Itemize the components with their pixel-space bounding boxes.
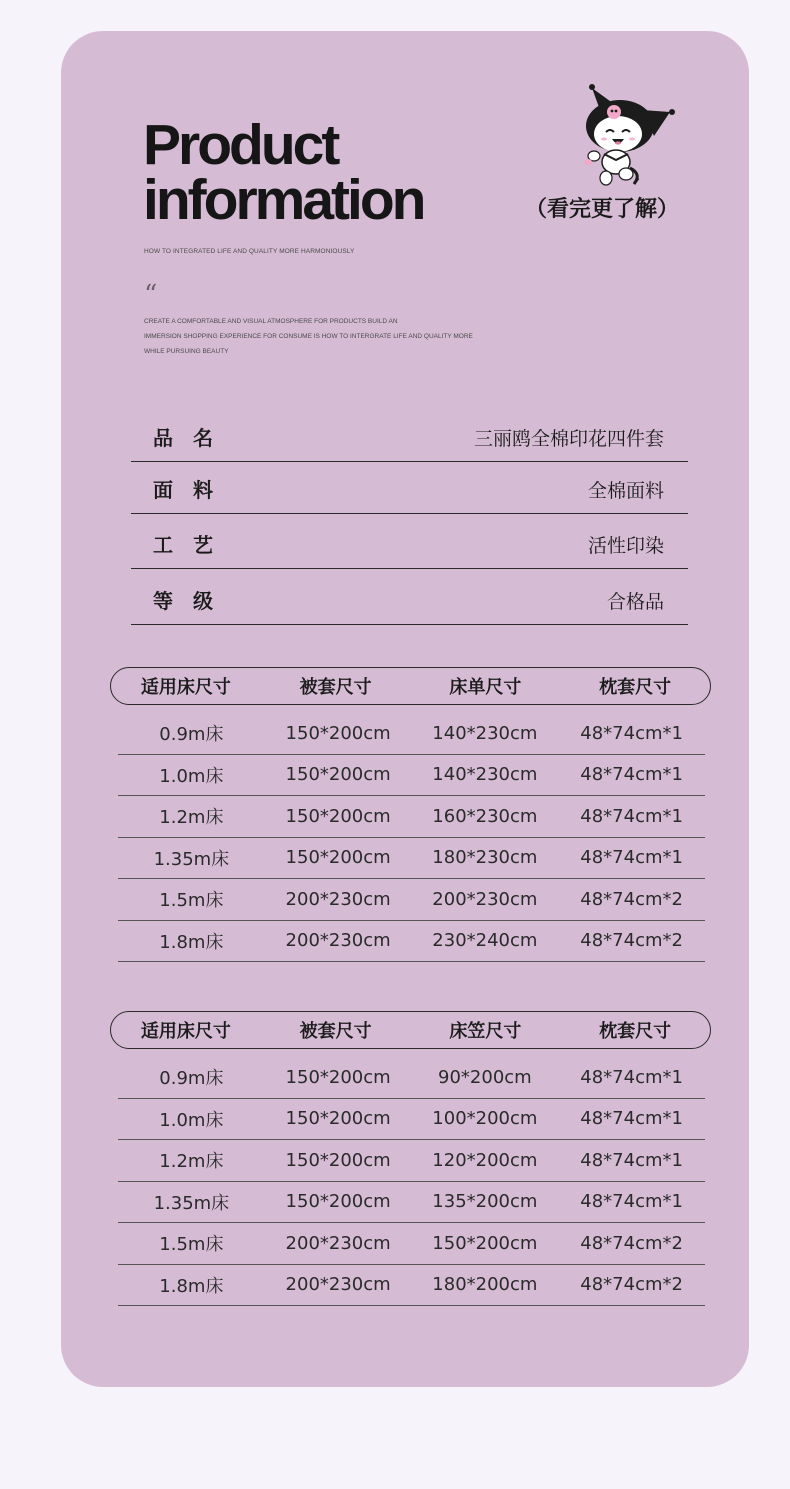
- table-cell: 48*74cm*1: [580, 722, 683, 744]
- table-cell: 48*74cm*2: [580, 1274, 683, 1296]
- header-cell: 适用床尺寸: [140, 677, 231, 698]
- title-line-1: Product: [143, 113, 338, 177]
- table-row: [118, 1099, 705, 1141]
- kuromi-mascot-icon: [570, 82, 680, 192]
- header-cell: 床笠尺寸: [449, 1021, 522, 1042]
- table-cell: 1.0m床: [159, 765, 224, 787]
- table-row: [118, 1140, 705, 1182]
- table-cell: 150*200cm: [285, 1191, 391, 1213]
- header-cell: 被套尺寸: [299, 1021, 372, 1042]
- size-table-sheet: [110, 667, 711, 962]
- table-body: [118, 713, 705, 962]
- page-title: [143, 113, 424, 232]
- table-row: [118, 796, 705, 838]
- intro-line: IMMERSION SHOPPING EXPERIENCE FOR CONSUME IS HOW TO INTERGRATE LIFE AND QUALITY MORE: [144, 333, 473, 340]
- table-cell: 1.0m床: [159, 1109, 224, 1131]
- info-row-name: [131, 410, 688, 462]
- table-cell: 140*230cm: [432, 764, 538, 786]
- table-cell: 200*230cm: [285, 1232, 391, 1254]
- table-row: [118, 879, 705, 921]
- table-cell: 48*74cm*2: [580, 888, 683, 910]
- table-cell: 48*74cm*1: [580, 1066, 683, 1088]
- table-cell: 48*74cm*1: [580, 764, 683, 786]
- table-cell: 180*230cm: [432, 847, 538, 869]
- info-value: 合格品: [606, 591, 664, 613]
- table-cell: 150*200cm: [285, 805, 391, 827]
- table-cell: 140*230cm: [432, 722, 538, 744]
- intro-text: [144, 314, 504, 359]
- table-cell: 48*74cm*1: [580, 805, 683, 827]
- info-label: 工艺: [153, 533, 233, 557]
- table-cell: 0.9m床: [159, 1068, 224, 1090]
- table-cell: 150*200cm: [432, 1232, 538, 1254]
- table-cell: 1.5m床: [159, 1234, 224, 1256]
- info-label: 品名: [153, 426, 233, 450]
- info-label: 面料: [153, 478, 233, 502]
- header-cell: 适用床尺寸: [140, 1021, 231, 1042]
- table-cell: 48*74cm*2: [580, 1232, 683, 1254]
- table-cell: 230*240cm: [432, 930, 538, 952]
- subtitle: HOW TO INTEGRATED LIFE AND QUALITY MORE HARMONIOUSLY: [144, 248, 355, 255]
- learn-more-caption: （看完更了解）: [525, 197, 680, 222]
- quote-icon: “: [144, 280, 158, 310]
- table-cell: 150*200cm: [285, 764, 391, 786]
- table-cell: 200*230cm: [285, 1274, 391, 1296]
- table-cell: 100*200cm: [432, 1108, 538, 1130]
- table-cell: 48*74cm*1: [580, 1149, 683, 1171]
- table-row: [118, 838, 705, 880]
- info-row-fabric: [131, 462, 688, 514]
- info-value: 三丽鸥全棉印花四件套: [473, 428, 664, 450]
- table-cell: 1.5m床: [159, 890, 224, 912]
- table-cell: 135*200cm: [432, 1191, 538, 1213]
- table-row: [118, 1265, 705, 1307]
- product-info-list: [131, 410, 688, 625]
- table-row: [118, 921, 705, 963]
- table-cell: 180*200cm: [432, 1274, 538, 1296]
- table-cell: 90*200cm: [438, 1066, 532, 1088]
- intro-line: CREATE A COMFORTABLE AND VISUAL ATMOSPHERE FOR PRODUCTS BUILD AN: [144, 318, 398, 325]
- table-cell: 150*200cm: [285, 1149, 391, 1171]
- table-row: [118, 713, 705, 755]
- table-cell: 120*200cm: [432, 1149, 538, 1171]
- table-cell: 150*200cm: [285, 1108, 391, 1130]
- size-table-fitted: [110, 1011, 711, 1306]
- table-cell: 1.35m床: [153, 848, 230, 870]
- table-cell: 200*230cm: [285, 930, 391, 952]
- info-row-grade: [131, 569, 688, 625]
- table-cell: 1.35m床: [153, 1192, 230, 1214]
- table-cell: 48*74cm*1: [580, 1108, 683, 1130]
- info-row-craft: [131, 514, 688, 569]
- header-cell: 枕套尺寸: [599, 1021, 672, 1042]
- table-row: [118, 1057, 705, 1099]
- header-cell: 被套尺寸: [299, 677, 372, 698]
- table-cell: 1.8m床: [159, 1275, 224, 1297]
- table-cell: 150*200cm: [285, 722, 391, 744]
- table-body: [118, 1057, 705, 1306]
- table-cell: 150*200cm: [285, 1066, 391, 1088]
- table-cell: 200*230cm: [432, 888, 538, 910]
- table-row: [118, 755, 705, 797]
- table-cell: 200*230cm: [285, 888, 391, 910]
- table-cell: 0.9m床: [159, 724, 224, 746]
- table-cell: 48*74cm*2: [580, 930, 683, 952]
- table-cell: 48*74cm*1: [580, 847, 683, 869]
- table-cell: 1.8m床: [159, 931, 224, 953]
- intro-line: WHILE PURSUING BEAUTY: [144, 348, 229, 355]
- table-cell: 48*74cm*1: [580, 1191, 683, 1213]
- table-cell: 150*200cm: [285, 847, 391, 869]
- table-row: [118, 1223, 705, 1265]
- table-row: [118, 1182, 705, 1224]
- info-label: 等级: [153, 589, 233, 613]
- table-cell: 1.2m床: [159, 807, 224, 829]
- header-cell: 床单尺寸: [449, 677, 522, 698]
- table-header: [110, 667, 711, 705]
- table-header: [110, 1011, 711, 1049]
- table-cell: 160*230cm: [432, 805, 538, 827]
- title-line-2: information: [143, 168, 424, 232]
- info-value: 全棉面料: [587, 480, 664, 502]
- table-cell: 1.2m床: [159, 1151, 224, 1173]
- info-value: 活性印染: [587, 535, 664, 557]
- header-cell: 枕套尺寸: [599, 677, 672, 698]
